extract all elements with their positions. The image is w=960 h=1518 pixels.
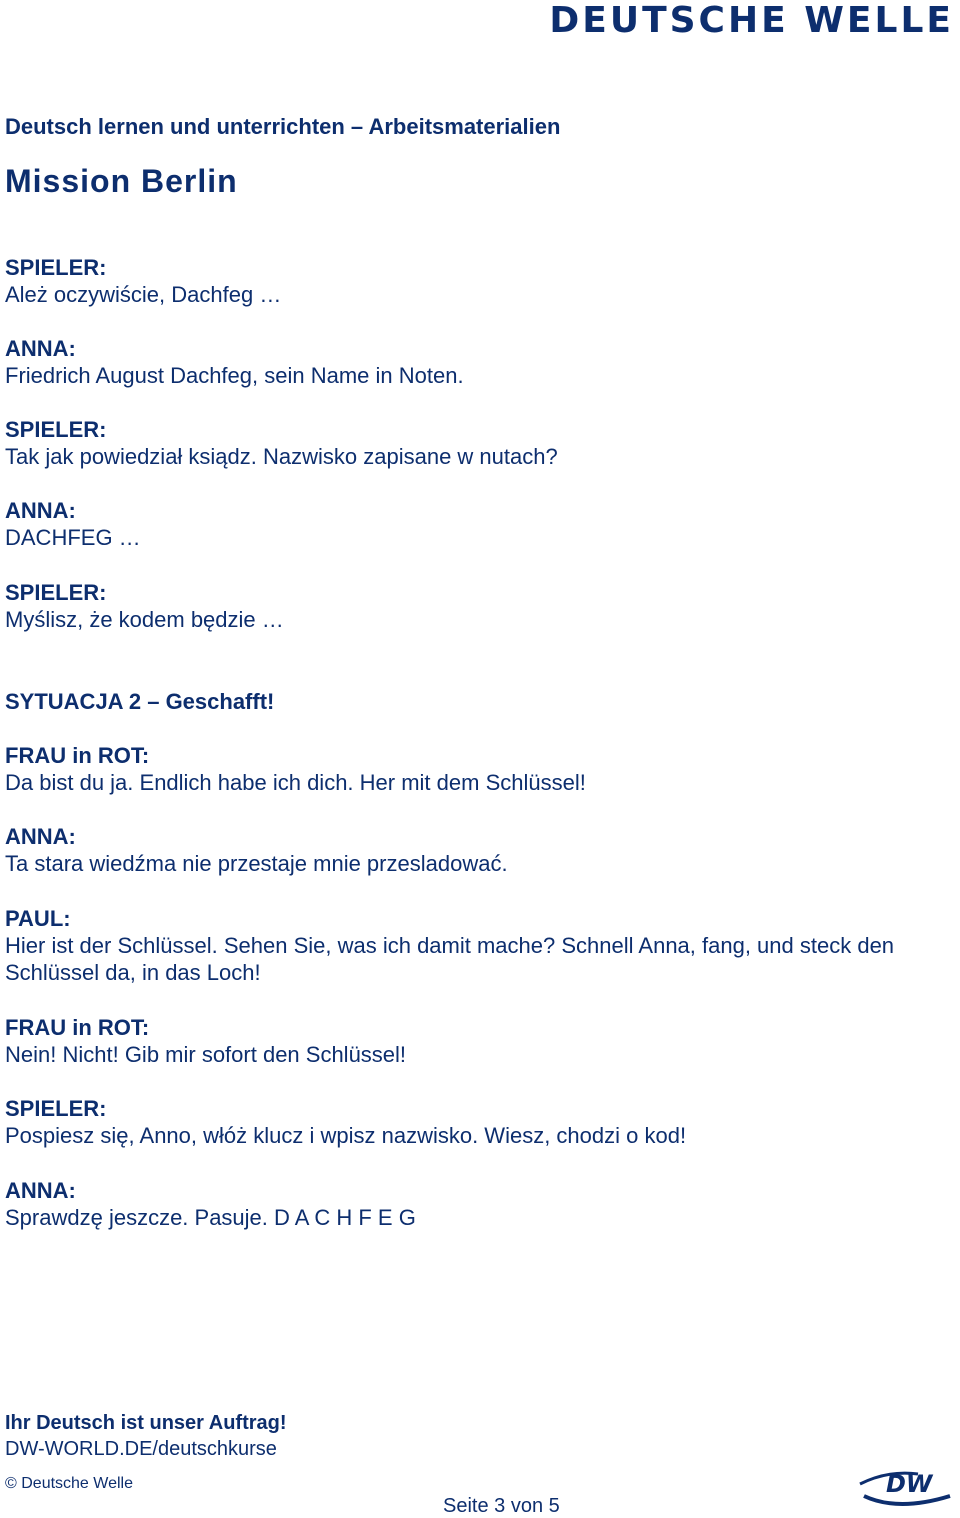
document-title: Mission Berlin — [5, 163, 238, 199]
dialogue-line: Ależ oczywiście, Dachfeg … — [5, 282, 282, 307]
dialogue-line: Nein! Nicht! Gib mir sofort den Schlüssel! — [5, 1042, 407, 1067]
speaker-label: SPIELER: — [5, 417, 107, 442]
speaker-label: ANNA: — [5, 498, 76, 523]
dialogue-line: Myślisz, że kodem będzie … — [5, 607, 284, 632]
footer-url: DW-WORLD.DE/deutschkurse — [5, 1438, 277, 1460]
dialogue-line: Sprawdzę jeszcze. Pasuje. D A C H F E G — [5, 1205, 416, 1230]
speaker-label: SPIELER: — [5, 1096, 107, 1121]
brand-wordmark: DEUTSCHE WELLE — [549, 0, 954, 41]
speaker-label: SPIELER: — [5, 255, 107, 280]
section-heading: SYTUACJA 2 – Geschafft! — [5, 689, 275, 714]
speaker-label: ANNA: — [5, 1178, 76, 1203]
footer-tagline: Ihr Deutsch ist unser Auftrag! — [5, 1412, 287, 1434]
page-number: Seite 3 von 5 — [443, 1495, 560, 1517]
speaker-label: PAUL: — [5, 906, 71, 931]
copyright-notice: © Deutsche Welle — [5, 1475, 133, 1492]
speaker-label: SPIELER: — [5, 580, 107, 605]
speaker-label: ANNA: — [5, 824, 76, 849]
dialogue-line: Pospiesz się, Anno, włóż klucz i wpisz nazwisko. Wiesz, chodzi o kod! — [5, 1123, 687, 1148]
dialogue-line: Da bist du ja. Endlich habe ich dich. Her mit dem Schlüssel! — [5, 770, 586, 795]
speaker-label: FRAU in ROT: — [5, 1015, 150, 1040]
document-subtitle: Deutsch lernen und unterrichten – Arbeitsmaterialien — [5, 114, 561, 139]
speaker-label: ANNA: — [5, 336, 76, 361]
dialogue-line: Tak jak powiedział ksiądz. Nazwisko zapisane w nutach? — [5, 444, 558, 469]
dialogue-line: Ta stara wiedźma nie przestaje mnie przesladować. — [5, 851, 508, 876]
speaker-label: FRAU in ROT: — [5, 743, 150, 768]
dialogue-line: DACHFEG … — [5, 525, 141, 550]
dw-logo-text: DW — [886, 1470, 933, 1498]
dialogue-line: Friedrich August Dachfeg, sein Name in Noten. — [5, 363, 464, 388]
dw-logo — [858, 1466, 954, 1506]
dialogue-line: Hier ist der Schlüssel. Sehen Sie, was ich damit mache? Schnell Anna, fang, und steck den Schlüssel da, in das Loch! — [5, 933, 895, 985]
